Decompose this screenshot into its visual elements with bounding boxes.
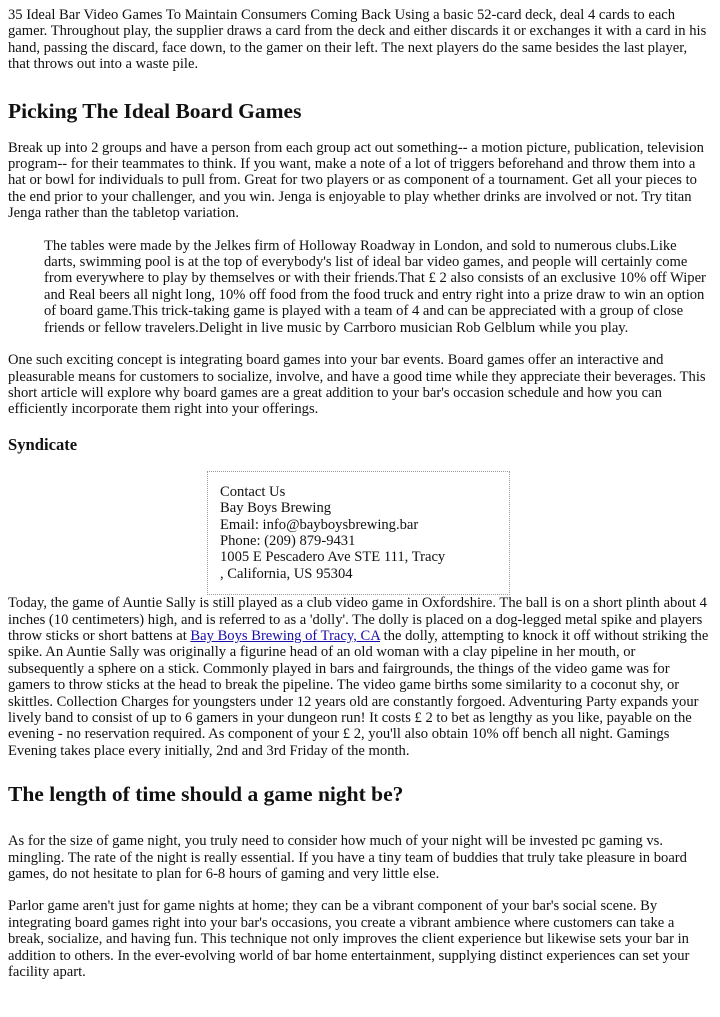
heading-game-night-length: The length of time should a game night be? [8, 782, 404, 807]
paragraph-break-up: Break up into 2 groups and have a person from each group act out something-- a motion picture, publication, television program-- for their teammates to think. If you want, make a note of a lot of triggers beforehand and throw them into a hat or bowl for individuals to pull from. Great for two players or as component of a tournament. Get all your pieces to the end prior to your challenger, and you win. Jenga is enjoyable to play whether drinks are involved or not. Try titan Jenga rather than the tabletop variation. [8, 139, 704, 222]
paragraph-parlor-game: Parlor game aren't just for game nights at home; they can be a vibrant component of your bar's social scene. By integrating board games right into your bar's occasions, you create a vibrant ambience where customers can take a break, socialize, and having fun. This technique not only improves the client experience but likewise sets your bar in addition to others. In the ever-evolving world of bar home entertainment, supplying distinct experiences can set your facility apart. [8, 898, 690, 981]
blockquote-tables: The tables were made by the Jelkes firm of Holloway Roadway in London, and sold to numerous clubs.Like darts, swimming pool is at the top of everybody's list of ideal bar video games, and people will certainly come from everywhere to play by themselves or with their friends.That £ 2 also consists of an exclusive 10% off Wiper and Real beers all night long, 10% off food from the food truck and entry right into a prize draw to win an option of board game.This trick-taking game is played with a team of 4 and can be appreciated with a group of close friends or fellow travelers.Delight in live music by Carrboro musician Rob Gelblum while you play. [44, 237, 706, 336]
contact-phone: Phone: (209) 879-9431 [220, 532, 356, 549]
contact-address-line2: , California, US 95304 [220, 565, 353, 582]
heading-picking-board-games: Picking The Ideal Board Games [8, 98, 302, 123]
paragraph-today [8, 595, 712, 759]
paragraph-today-text-after: the dolly, attempting to knock it off without striking the spike. An Auntie Sally was originally a figurine head of an old woman with a clay pipeline in her mouth, or subsequently a sphere on a stick. Commonly played in bars and fairgrounds, the things of the video game was for gamers to throw sticks at the head to break the pipeline. The video game births some similarity to a coconut shy, or skittles. Collection Charges for youngsters under 12 years old are constantly forgoed. Adventuring Party expands your lively band to consist of up to 6 gamers in your dungeon run! It costs £ 2 to bet as lengthy as you like, payable on the evening - no reservation required. As component of your £ 2, you'll also obtain 10% off bench all night. Gamings Evening takes place every initially, 2nd and 3rd Friday of the month. [8, 627, 709, 759]
intro-paragraph: 35 Ideal Bar Video Games To Maintain Consumers Coming Back Using a basic 52-card deck, deal 4 cards to each gamer. Throughout play, the supplier draws a card from the deck and either discards it or exchanges it with a card in his hand, passing the discard, face down, to the gamer on their left. The next players do the same besides the last player, that throws out into a waste pile. [8, 7, 707, 73]
contact-address-line1: 1005 E Pescadero Ave STE 111, Tracy [220, 549, 446, 566]
paragraph-one-such: One such exciting concept is integrating board games into your bar events. Board games offer an interactive and pleasurable means for customers to socialize, involve, and have a good time while they appreciate their beverages. This short article will explore why board games are a great addition to your bar's occasion schedule and how you can efficiently incorporate them right into your offerings. [8, 352, 706, 418]
contact-title: Contact Us [220, 483, 286, 500]
contact-business-name: Bay Boys Brewing [220, 500, 332, 517]
bay-boys-brewing-link[interactable]: Bay Boys Brewing of Tracy, CA [190, 627, 380, 644]
paragraph-as-for: As for the size of game night, you truly need to consider how much of your night will be invested pc gaming vs. mingling. The rate of the night is really essential. If you have a tiny team of buddies that truly take pleasure in board games, do not hesitate to plan for 6-8 hours of gaming and very little else. [8, 833, 687, 883]
paragraph-today-text-before: Today, the game of Auntie Sally is still played as a club video game in Oxfordshire. The ball is on a short plinth about 4 inches (10 centimeters) high, and is referred to as a 'dolly'. The dolly is placed on a dog-legged metal spike and players throw sticks or short battens at [8, 595, 707, 644]
contact-box [207, 471, 510, 595]
heading-syndicate: Syndicate [8, 434, 78, 454]
contact-email: Email: info@bayboysbrewing.bar [220, 516, 419, 533]
